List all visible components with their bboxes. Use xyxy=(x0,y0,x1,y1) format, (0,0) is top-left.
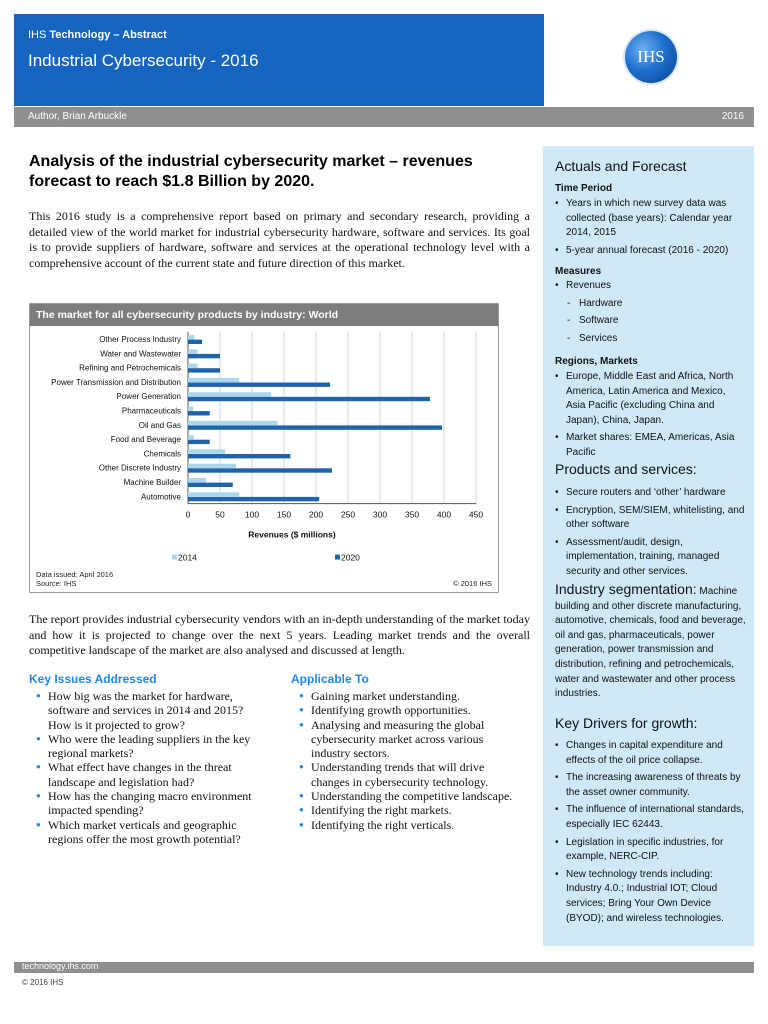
measures-list xyxy=(555,279,745,349)
x-tick-label: 200 xyxy=(308,509,324,520)
footer-url[interactable]: technology.ihs.com xyxy=(22,961,99,971)
category-label: Technology – Abstract xyxy=(49,29,167,41)
bar-2014 xyxy=(188,335,194,339)
x-tick-label: 50 xyxy=(215,509,225,520)
bar-2014 xyxy=(188,435,194,439)
list-item: ● Identifying growth opportunities. xyxy=(297,703,521,717)
list-item: ● How has the changing macro environment impacted spending? xyxy=(34,789,264,818)
time-period-list xyxy=(555,197,745,261)
list-item: • 5-year annual forecast (2016 - 2020) xyxy=(555,244,745,259)
segmentation-title: Industry segmentation: xyxy=(555,581,697,597)
bar-2020 xyxy=(188,397,430,401)
x-tick-label: 450 xyxy=(468,509,484,520)
report-paragraph: The report provides industrial cybersecurity vendors with an in-depth understanding of the market today and how it is projected to change over the next 5 years. Leading market trends and the overall competitive landscape of the market are also analysed and discussed at length. xyxy=(29,612,530,658)
segmentation-text: Machine building and other discrete manufacturing, automotive, chemicals, food and beverage, oil and gas, pharmaceuticals, power generation, power transmission and distribution, refining and petrochemicals, water and wastewater and other process industries. xyxy=(555,586,746,700)
category-label: Chemicals xyxy=(143,449,181,459)
list-item: • Secure routers and ‘other’ hardware xyxy=(555,486,745,501)
list-item: • Europe, Middle East and Africa, North America, Latin America and Mexico, Asia Pacific (excluding China and Japan), China, Japan. xyxy=(555,370,745,428)
report-category xyxy=(28,29,167,41)
segmentation-block xyxy=(555,582,747,702)
chart-source-note xyxy=(36,570,113,588)
drivers-title: Key Drivers for growth: xyxy=(555,715,698,731)
list-item: ● Gaining market understanding. xyxy=(297,689,521,703)
legend-swatch-2014 xyxy=(172,555,177,560)
list-item: - Hardware xyxy=(555,297,745,312)
bar-2014 xyxy=(188,464,236,468)
applicable-to-title: Applicable To xyxy=(291,672,369,686)
x-tick-label: 100 xyxy=(244,509,260,520)
chart-copyright: © 2016 IHS xyxy=(453,579,492,588)
bar-2020 xyxy=(188,340,202,344)
bar-2014 xyxy=(188,492,239,496)
list-item: • The influence of international standards, especially IEC 62443. xyxy=(555,803,745,832)
category-label: Pharmaceuticals xyxy=(121,406,181,416)
regions-list xyxy=(555,370,745,464)
x-axis-label: Revenues ($ millions) xyxy=(248,529,336,540)
list-item: - Services xyxy=(555,332,745,347)
bar-2014 xyxy=(188,478,206,482)
legend-label: 2020 xyxy=(341,552,360,563)
bar-2014 xyxy=(188,364,198,368)
data-issued: Data issued: April 2016 xyxy=(36,570,114,579)
logo-text: IHS xyxy=(637,47,665,66)
bar-2020 xyxy=(188,368,220,372)
applicable-to-list xyxy=(297,689,521,832)
list-item: ● Understanding trends that will drive changes in cybersecurity technology. xyxy=(297,760,521,789)
list-item: • The increasing awareness of threats by the asset owner community. xyxy=(555,771,745,800)
category-label: Refining and Petrochemicals xyxy=(79,363,181,373)
list-item: • Years in which new survey data was collected (base years): Calendar year 2014, 2015 xyxy=(555,197,745,241)
list-item: • New technology trends including: Industry 4.0.; Industrial IOT; Cloud services; Bring Your Own Device (BYOD); and wireless technologies. xyxy=(555,868,745,926)
list-item: ● Identifying the right markets. xyxy=(297,803,521,817)
category-label: Food and Beverage xyxy=(110,435,181,445)
list-item: ● Understanding the competitive landscape. xyxy=(297,789,521,803)
category-label: Power Transmission and Distribution xyxy=(51,377,181,387)
category-label: Power Generation xyxy=(116,392,181,402)
chart-title: The market for all cybersecurity products by industry: World xyxy=(30,304,498,326)
legend-swatch-2020 xyxy=(335,555,340,560)
category-label: Automotive xyxy=(140,492,181,502)
ihs-logo xyxy=(625,31,677,83)
bar-2014 xyxy=(188,392,271,396)
x-tick-label: 300 xyxy=(372,509,388,520)
author-name: Author, Brian Arbuckle xyxy=(28,111,127,122)
bar-2020 xyxy=(188,483,233,487)
bar-2020 xyxy=(188,468,332,472)
category-label: Other Discrete Industry xyxy=(98,463,181,473)
headline: Analysis of the industrial cybersecurity market – revenues forecast to reach $1.8 Billion by 2020. xyxy=(29,153,473,190)
products-list xyxy=(555,486,745,583)
bar-2020 xyxy=(188,354,220,358)
x-tick-label: 350 xyxy=(404,509,420,520)
x-tick-label: 150 xyxy=(276,509,292,520)
footer-bar xyxy=(14,962,754,973)
footer-copyright: © 2016 IHS xyxy=(22,978,64,987)
legend-label: 2014 xyxy=(178,552,197,563)
list-item: ● Who were the leading suppliers in the key regional markets? xyxy=(34,732,264,761)
category-label: Machine Builder xyxy=(123,478,181,487)
category-label: Other Process Industry xyxy=(99,335,181,344)
bar-chart xyxy=(30,326,498,570)
author-bar xyxy=(14,107,754,127)
bar-2014 xyxy=(188,407,193,411)
bar-2020 xyxy=(188,383,330,387)
bar-2020 xyxy=(188,440,210,444)
time-period-title: Time Period xyxy=(555,183,613,194)
list-item: - Software xyxy=(555,314,745,329)
bar-2014 xyxy=(188,421,278,425)
category-label: Oil and Gas xyxy=(138,420,181,430)
list-item: ● Analysing and measuring the global cybersecurity market across various industry sectors. xyxy=(297,718,521,761)
bar-2020 xyxy=(188,411,210,415)
chart-source: Source: IHS xyxy=(36,579,77,588)
key-issues-title: Key Issues Addressed xyxy=(29,672,157,686)
list-item: ● How big was the market for hardware, software and services in 2014 and 2015? How is it projected to grow? xyxy=(34,689,264,732)
report-title: Industrial Cybersecurity - 2016 xyxy=(28,51,259,70)
products-title: Products and services: xyxy=(555,461,697,477)
actuals-forecast-title: Actuals and Forecast xyxy=(555,158,687,174)
bar-2020 xyxy=(188,425,442,429)
author-bar-year: 2016 xyxy=(721,111,744,122)
list-item: ● What effect have changes in the threat landscape and legislation had? xyxy=(34,760,264,789)
x-tick-label: 0 xyxy=(185,509,191,520)
measures-title: Measures xyxy=(555,266,602,277)
bar-2020 xyxy=(188,454,290,458)
category-label: Water and Wastewater xyxy=(100,349,181,359)
x-tick-label: 400 xyxy=(436,509,452,520)
list-item: • Changes in capital expenditure and effects of the oil price collapse. xyxy=(555,739,745,768)
list-item: • Encryption, SEM/SIEM, whitelisting, and other software xyxy=(555,504,745,533)
x-tick-label: 250 xyxy=(340,509,356,520)
bar-2014 xyxy=(188,449,225,453)
report-header xyxy=(14,14,544,106)
list-item: • Assessment/audit, design, implementation, training, managed security and other services. xyxy=(555,536,745,580)
bar-2014 xyxy=(188,349,198,353)
intro-paragraph: This 2016 study is a comprehensive report based on primary and secondary research, providing a detailed view of the world market for industrial cybersecurity hardware, software and services. Its goal is to provide suppliers of hardware, software and services at the operational technology level with a comprehensive account of the current state and future direction of this market. xyxy=(29,209,530,270)
list-item: ● Identifying the right verticals. xyxy=(297,818,521,832)
key-issues-list xyxy=(34,689,264,846)
regions-title: Regions, Markets xyxy=(555,356,638,367)
chart-panel xyxy=(29,303,499,593)
list-item: ● Which market verticals and geographic regions offer the most growth potential? xyxy=(34,818,264,847)
drivers-list xyxy=(555,739,745,929)
sidebar xyxy=(543,146,754,946)
measure-item: • Revenues xyxy=(555,279,745,294)
list-item: • Market shares: EMEA, Americas, Asia Pacific xyxy=(555,431,745,460)
list-item: • Legislation in specific industries, for example, NERC-CIP. xyxy=(555,836,745,865)
brand-prefix: IHS xyxy=(28,29,47,41)
bar-2014 xyxy=(188,378,239,382)
bar-2020 xyxy=(188,497,319,501)
